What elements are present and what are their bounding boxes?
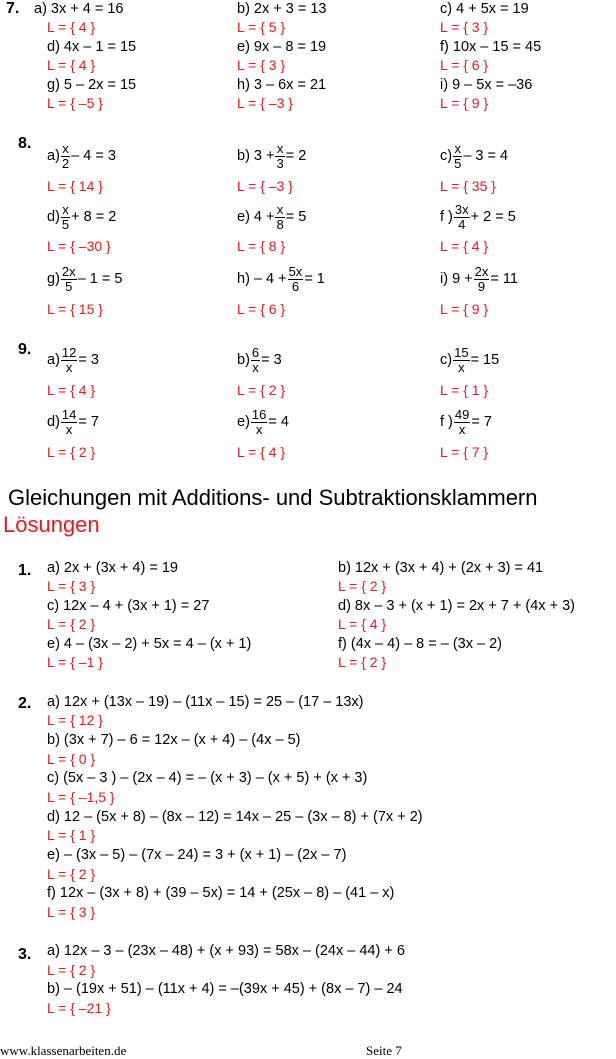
equation: f) 10x – 15 = 45: [440, 39, 542, 55]
fraction-equation: c) $\frac{x}{5}$ – 3 = 4: [440, 140, 509, 171]
solution: L = { –3 }: [237, 178, 293, 194]
solution: L = { 14 }: [47, 178, 103, 194]
solution: L = { 6 }: [440, 57, 489, 73]
solution: L = { 2 }: [47, 866, 96, 882]
solution: L = { 4 }: [338, 616, 387, 632]
fraction: $\frac{12}{x}$: [61, 344, 77, 375]
fraction-equation: f ) $\frac{3x}{4}$ + 2 = 5: [440, 201, 516, 232]
solution: L = { 2 }: [237, 382, 286, 398]
solution: L = { –1,5 }: [47, 789, 115, 805]
solution: L = { 2 }: [47, 962, 96, 978]
solution: L = { 3 }: [237, 57, 286, 73]
solution: L = { 35 }: [440, 178, 496, 194]
solution: L = { 7 }: [440, 444, 489, 460]
fraction-equation: d) $\frac{14}{x}$ = 7: [47, 406, 99, 437]
solution: L = { –3 }: [237, 95, 293, 111]
equation: d) 4x – 1 = 15: [47, 39, 137, 55]
equation: h) 3 – 6x = 21: [237, 77, 327, 93]
fraction: $\frac{2x}{5}$: [61, 263, 76, 294]
solution: L = { 4 }: [47, 382, 96, 398]
fraction: $\frac{15}{x}$: [454, 344, 469, 375]
equation: c) 12x – 4 + (3x + 1) = 27: [47, 598, 210, 614]
solution: L = { 0 }: [47, 751, 96, 767]
fraction: $\frac{x}{2}$: [61, 140, 70, 171]
solution: L = { 8 }: [237, 238, 286, 254]
fraction-equation: a) $\frac{x}{2}$ – 4 = 3: [47, 140, 116, 171]
solution: L = { 4 }: [47, 57, 96, 73]
fraction-equation: d) $\frac{x}{5}$ + 8 = 2: [47, 201, 117, 232]
solution: L = { 9 }: [440, 95, 489, 111]
fraction: $\frac{x}{8}$: [276, 201, 284, 232]
equation: b) 2x + 3 = 13: [237, 1, 327, 17]
equation: e) 4 – (3x – 2) + 5x = 4 – (x + 1): [47, 636, 252, 652]
fraction: $\frac{14}{x}$: [61, 406, 77, 437]
equation: f) (4x – 4) – 8 = – (3x – 2): [338, 636, 503, 652]
equation: b) 12x + (3x + 4) + (2x + 3) = 41: [338, 560, 544, 576]
solution: L = { 4 }: [237, 444, 286, 460]
solution: L = { –5 }: [47, 95, 103, 111]
equation: b) – (19x + 51) – (11x + 4) = –(39x + 45) + (8x – 7) – 24: [47, 981, 403, 997]
fraction: $\frac{49}{x}$: [454, 406, 470, 437]
equation: c) 4 + 5x = 19: [440, 1, 529, 17]
fraction-equation: f ) $\frac{49}{x}$ = 7: [440, 406, 492, 437]
equation: f) 12x – (3x + 8) + (39 – 5x) = 14 + (25x – 8) – (41 – x): [47, 885, 395, 901]
fraction: $\frac{16}{x}$: [251, 406, 267, 437]
solution: L = { –30 }: [47, 238, 111, 254]
equation: d) 12 – (5x + 8) – (8x – 12) = 14x – 25 – (3x – 8) + (7x + 2): [47, 809, 423, 825]
fraction: $\frac{x}{3}$: [276, 140, 284, 171]
exercise-number-3: 3.: [18, 946, 32, 963]
solution: L = { 4 }: [440, 238, 489, 254]
fraction: $\frac{3x}{4}$: [454, 201, 469, 232]
exercise-number-9: 9.: [18, 341, 32, 358]
solution: L = { 2 }: [338, 654, 387, 670]
equation: c) (5x – 3 ) – (2x – 4) = – (x + 3) – (x + 5) + (x + 3): [47, 770, 368, 786]
fraction-equation: e) $\frac{16}{x}$ = 4: [237, 406, 289, 437]
equation: a) 3x + 4 = 16: [34, 1, 124, 17]
solution: L = { 1 }: [47, 827, 96, 843]
exercise-number-1: 1.: [18, 562, 32, 579]
fraction-equation: c) $\frac{15}{x}$ = 15: [440, 344, 500, 375]
solution: L = { 5 }: [237, 19, 286, 35]
page-subtitle: Lösungen: [3, 512, 100, 537]
equation: a) 12x + (13x – 19) – (11x – 15) = 25 – (17 – 13x): [47, 694, 364, 710]
solution: L = { 15 }: [47, 301, 103, 317]
equation: d) 8x – 3 + (x + 1) = 2x + 7 + (4x + 3): [338, 598, 575, 614]
solution: L = { 3 }: [47, 904, 96, 920]
page-title: Gleichungen mit Additions- und Subtraktionsklammern: [8, 485, 538, 510]
fraction: $\frac{5x}{6}$: [288, 263, 303, 294]
solution: L = { 2 }: [47, 616, 96, 632]
solution: L = { 3 }: [440, 19, 489, 35]
equation: e) 9x – 8 = 19: [237, 39, 327, 55]
fraction-equation: b) 3 + $\frac{x}{3}$ = 2: [237, 140, 307, 171]
exercise-number-2: 2.: [18, 695, 32, 712]
exercise-number-8: 8.: [18, 135, 32, 152]
solution: L = { 2 }: [338, 578, 387, 594]
equation: a) 12x – 3 – (23x – 48) + (x + 93) = 58x – (24x – 44) + 6: [47, 943, 405, 959]
fraction: $\frac{6}{x}$: [251, 344, 260, 375]
solution: L = { 1 }: [440, 382, 489, 398]
equation: i) 9 – 5x = –36: [440, 77, 533, 93]
footer-website: www.klassenarbeiten.de: [0, 1043, 127, 1058]
solution: L = { 4 }: [47, 19, 96, 35]
solution: L = { –21 }: [47, 1000, 111, 1016]
fraction: $\frac{x}{5}$: [61, 201, 70, 232]
footer-page-number: Seite 7: [366, 1043, 402, 1058]
equation: g) 5 – 2x = 15: [47, 77, 137, 93]
equation: a) 2x + (3x + 4) = 19: [47, 560, 178, 576]
fraction-equation: e) 4 + $\frac{x}{8}$ = 5: [237, 201, 307, 232]
fraction-equation: b) $\frac{6}{x}$ = 3: [237, 344, 282, 375]
solution: L = { 2 }: [47, 444, 96, 460]
solution: L = { –1 }: [47, 654, 103, 670]
fraction-equation: h) – 4 + $\frac{5x}{6}$ = 1: [237, 263, 325, 294]
fraction: $\frac{2x}{9}$: [474, 263, 489, 294]
fraction-equation: g) $\frac{2x}{5}$ – 1 = 5: [47, 263, 123, 294]
fraction-equation: a) $\frac{12}{x}$ = 3: [47, 344, 99, 375]
exercise-number-7: 7.: [6, 0, 20, 17]
fraction: $\frac{x}{5}$: [454, 140, 462, 171]
equation: e) – (3x – 5) – (7x – 24) = 3 + (x + 1) – (2x – 7): [47, 847, 347, 863]
solution: L = { 9 }: [440, 301, 489, 317]
solution: L = { 12 }: [47, 712, 103, 728]
solution: L = { 3 }: [47, 578, 96, 594]
fraction-equation: i) 9 + $\frac{2x}{9}$ = 11: [440, 263, 518, 294]
equation: b) (3x + 7) – 6 = 12x – (x + 4) – (4x – 5): [47, 732, 301, 748]
solution: L = { 6 }: [237, 301, 286, 317]
